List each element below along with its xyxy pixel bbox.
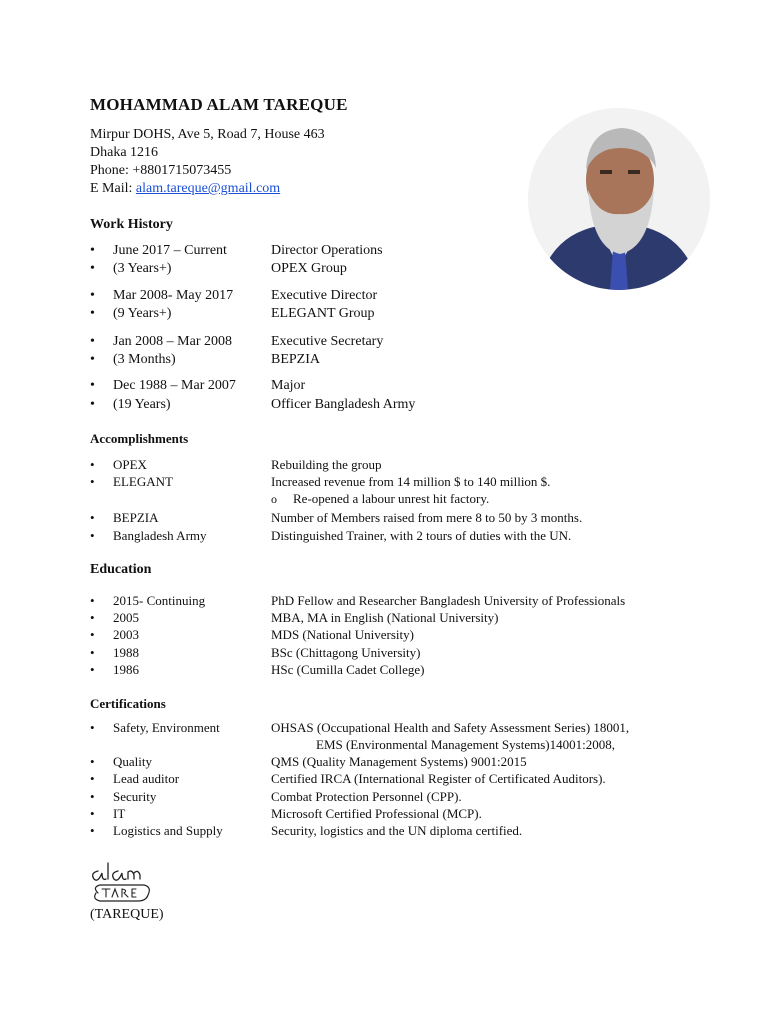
work-duration: (3 Months) — [113, 352, 176, 367]
work-role: Major — [271, 378, 306, 393]
work-history-row — [90, 305, 710, 323]
certification-row — [90, 822, 710, 840]
bullet-icon: • — [90, 510, 95, 525]
education-degree: MBA, MA in English (National University) — [271, 610, 499, 625]
accomplishment-text: Rebuilding the group — [271, 457, 382, 472]
work-role: Executive Secretary — [271, 334, 384, 349]
bullet-icon: • — [90, 720, 95, 735]
address-line-2: Dhaka 1216 — [90, 145, 159, 160]
bullet-icon: • — [90, 457, 95, 472]
accomplishment-sub-row — [90, 490, 710, 508]
certification-name: Microsoft Certified Professional (MCP). — [271, 806, 482, 821]
work-history-row — [90, 351, 710, 369]
accomplishment-org: BEPZIA — [113, 510, 159, 525]
work-employer: BEPZIA — [271, 352, 320, 367]
work-history-row — [90, 242, 710, 260]
education-row — [90, 661, 710, 679]
work-period: Jan 2008 – Mar 2008 — [113, 334, 232, 349]
bullet-icon: • — [90, 397, 95, 412]
education-row — [90, 644, 710, 662]
bullet-icon: • — [90, 645, 95, 660]
work-history-heading: Work History — [90, 217, 173, 232]
work-history-row — [90, 333, 710, 351]
email-link[interactable]: alam.tareque@gmail.com — [135, 181, 281, 196]
certification-row — [90, 805, 710, 823]
certification-area: Quality — [113, 754, 152, 769]
certification-name: Certified IRCA (International Register of Certificated Auditors). — [271, 771, 606, 786]
bullet-icon: • — [90, 823, 95, 838]
bullet-icon: • — [90, 610, 95, 625]
accomplishment-row — [90, 509, 710, 527]
email-label: E Mail: — [90, 181, 136, 196]
certification-name: Combat Protection Personnel (CPP). — [271, 789, 462, 804]
work-duration: (19 Years) — [113, 397, 171, 412]
accomplishments-heading: Accomplishments — [90, 431, 189, 446]
handwritten-signature-icon — [88, 857, 158, 907]
certification-name: OHSAS (Occupational Health and Safety Assessment Series) 18001, — [271, 720, 630, 735]
education-degree: MDS (National University) — [271, 627, 414, 642]
education-degree: BSc (Chittagong University) — [271, 645, 421, 660]
bullet-icon: • — [90, 528, 95, 543]
bullet-icon: • — [90, 806, 95, 821]
candidate-name: MOHAMMAD ALAM TAREQUE — [90, 95, 348, 114]
bullet-icon: • — [90, 627, 95, 642]
education-row — [90, 609, 710, 627]
accomplishment-text: Increased revenue from 14 million $ to 140 million $. — [271, 474, 551, 489]
accomplishment-row — [90, 527, 710, 545]
work-history-row — [90, 377, 710, 395]
bullet-icon: • — [90, 754, 95, 769]
certification-continuation-row — [90, 736, 710, 754]
work-history-row — [90, 396, 710, 414]
bullet-icon: • — [90, 288, 95, 303]
email-line — [90, 180, 325, 198]
certification-row — [90, 753, 710, 771]
bullet-icon: • — [90, 789, 95, 804]
work-period: Dec 1988 – Mar 2007 — [113, 378, 236, 393]
bullet-icon: • — [90, 662, 95, 677]
accomplishment-org: ELEGANT — [113, 474, 173, 489]
education-year: 2003 — [113, 627, 139, 642]
certification-name: QMS (Quality Management Systems) 9001:2015 — [271, 754, 527, 769]
accomplishment-org: Bangladesh Army — [113, 528, 207, 543]
bullet-icon: • — [90, 378, 95, 393]
bullet-icon: • — [90, 334, 95, 349]
address-line-1: Mirpur DOHS, Ave 5, Road 7, House 463 — [90, 127, 325, 142]
certification-area: Safety, Environment — [113, 720, 220, 735]
education-degree: HSc (Cumilla Cadet College) — [271, 662, 425, 677]
certification-area: Logistics and Supply — [113, 823, 223, 838]
education-year: 2015- Continuing — [113, 593, 206, 608]
work-history-row — [90, 287, 710, 305]
work-duration: (3 Years+) — [113, 261, 172, 276]
work-role: Director Operations — [271, 243, 383, 258]
certification-name: Security, logistics and the UN diploma certified. — [271, 823, 523, 838]
work-employer: OPEX Group — [271, 261, 347, 276]
work-employer: Officer Bangladesh Army — [271, 397, 416, 412]
bullet-icon: • — [90, 771, 95, 786]
accomplishment-row — [90, 473, 710, 491]
certification-area: Lead auditor — [113, 771, 180, 786]
sub-bullet-icon: o — [271, 492, 277, 506]
accomplishment-sub-text: Re-opened a labour unrest hit factory. — [293, 491, 490, 506]
certification-area: Security — [113, 789, 157, 804]
certification-area: IT — [113, 806, 126, 821]
work-period: Mar 2008- May 2017 — [113, 288, 234, 303]
work-history-row — [90, 260, 710, 278]
education-year: 2005 — [113, 610, 139, 625]
work-duration: (9 Years+) — [113, 306, 172, 321]
bullet-icon: • — [90, 352, 95, 367]
accomplishment-text: Number of Members raised from mere 8 to 50 by 3 months. — [271, 510, 583, 525]
accomplishment-row — [90, 456, 710, 474]
education-degree: PhD Fellow and Researcher Bangladesh University of Professionals — [271, 593, 626, 608]
bullet-icon: • — [90, 261, 95, 276]
bullet-icon: • — [90, 474, 95, 489]
signature-printed-name: (TAREQUE) — [90, 907, 164, 922]
certifications-heading: Certifications — [90, 696, 166, 711]
certification-row — [90, 788, 710, 806]
bullet-icon: • — [90, 593, 95, 608]
certification-row — [90, 770, 710, 788]
bullet-icon: • — [90, 243, 95, 258]
education-row — [90, 592, 710, 610]
education-year: 1988 — [113, 645, 139, 660]
bullet-icon: • — [90, 306, 95, 321]
certification-name: EMS (Environmental Management Systems)14001:2008, — [316, 737, 615, 752]
work-employer: ELEGANT Group — [271, 306, 375, 321]
work-period: June 2017 – Current — [113, 243, 227, 258]
education-heading: Education — [90, 562, 152, 577]
education-year: 1986 — [113, 662, 139, 677]
accomplishment-org: OPEX — [113, 457, 147, 472]
work-role: Executive Director — [271, 288, 378, 303]
phone-number: Phone: +8801715073455 — [90, 163, 232, 178]
contact-block — [90, 126, 325, 198]
education-row — [90, 626, 710, 644]
certification-row — [90, 719, 710, 737]
accomplishment-text: Distinguished Trainer, with 2 tours of duties with the UN. — [271, 528, 572, 543]
